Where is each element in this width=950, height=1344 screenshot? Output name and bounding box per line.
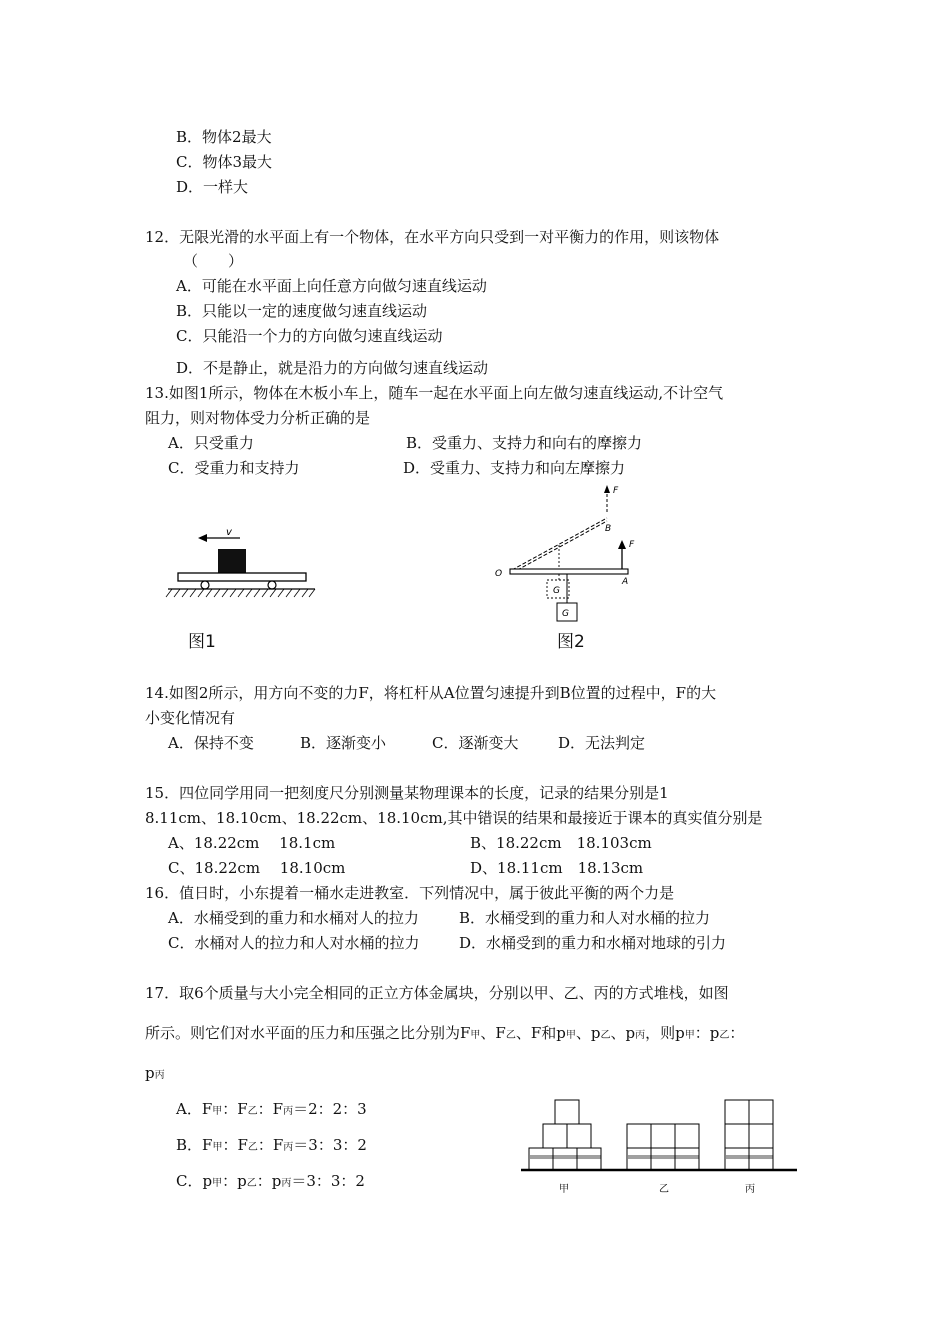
cube xyxy=(555,1100,579,1124)
q17-stem-part-b: 和p xyxy=(541,1024,566,1042)
cube xyxy=(749,1148,773,1170)
lever-position-B-lower xyxy=(512,521,607,573)
q16-option-d: D．水桶受到的重力和水桶对地球的引力 xyxy=(459,934,727,952)
q14-option-b: B．逐渐变小 xyxy=(300,734,387,752)
sub-bing: 丙 xyxy=(283,1142,294,1153)
figure-stacked-cubes xyxy=(515,1090,805,1200)
cube xyxy=(529,1148,553,1170)
sub-yi: 乙 xyxy=(247,1106,258,1117)
ground-hatching xyxy=(166,589,315,597)
q15-stem-line1: 15．四位同学用同一把刻度尺分别测量某物理课本的长度，记录的结果分别是1 xyxy=(145,784,669,802)
sub-yi: 乙 xyxy=(247,1142,258,1153)
q17-option-a-value: ＝2：2：3 xyxy=(293,1100,367,1118)
q14-stem-line1: 14.如图2所示，用方向不变的力F，将杠杆从A位置匀速提升到B位置的过程中，F的大 xyxy=(145,684,717,702)
q17-option-c: C．p甲：p乙：p丙＝3：3：2 xyxy=(176,1172,365,1190)
q17-option-c-value: ＝3：3：2 xyxy=(291,1172,365,1190)
q15-option-a: A、18.22cm 18.1cm xyxy=(168,834,336,852)
force-F-mid-arrowhead xyxy=(618,540,626,549)
q15-option-c: C、18.22cm 18.10cm xyxy=(168,859,346,877)
lever-position-B-upper xyxy=(512,518,607,570)
cube xyxy=(577,1148,601,1170)
q17-line3-p: p xyxy=(145,1064,155,1082)
cube xyxy=(675,1124,699,1148)
sub-jia: 甲 xyxy=(470,1030,481,1041)
q16-option-b: B．水桶受到的重力和人对水桶的拉力 xyxy=(459,909,711,927)
weight-solid-label: G xyxy=(562,609,569,619)
q12-option-d: D．不是静止，就是沿力的方向做匀速直线运动 xyxy=(176,359,489,377)
stack-yi xyxy=(627,1124,699,1170)
q17-stem-part-c: ，则p xyxy=(645,1024,685,1042)
sub-yi: 乙 xyxy=(246,1178,257,1189)
q13-option-c: C．受重力和支持力 xyxy=(168,459,300,477)
q14-stem-line2: 小变化情况有 xyxy=(145,709,236,727)
cube xyxy=(553,1148,577,1170)
q14-option-c: C．逐渐变大 xyxy=(432,734,519,752)
q11-option-b: B．物体2最大 xyxy=(176,128,272,146)
sub-bing: 丙 xyxy=(635,1030,646,1041)
force-F-top-label: F xyxy=(613,486,619,496)
label-bing: 丙 xyxy=(745,1184,755,1195)
point-A-label: A xyxy=(622,577,629,587)
q17-stem-part-a: 所示。则它们对水平面的压力和压强之比分别为F xyxy=(145,1024,471,1042)
velocity-arrowhead xyxy=(198,534,207,542)
sub-jia: 甲 xyxy=(212,1178,223,1189)
figure-2-caption: 图2 xyxy=(557,632,585,652)
q11-option-c: C．物体3最大 xyxy=(176,153,273,171)
q13-stem-line1: 13.如图1所示，物体在木板小车上，随车一起在水平面上向左做匀速直线运动,不计空气 xyxy=(145,384,724,402)
force-F-top-arrowhead xyxy=(604,485,610,493)
cube xyxy=(749,1124,773,1148)
q17-option-b: B．F甲：F乙：F丙＝3：3：2 xyxy=(176,1136,367,1154)
sub-yi: 乙 xyxy=(505,1030,516,1041)
q14-option-a: A．保持不变 xyxy=(168,734,254,752)
velocity-label: v xyxy=(226,527,232,538)
q17-stem-line2: 所示。则它们对水平面的压力和压强之比分别为F甲、F乙、F和p甲、p乙、p丙，则p甲：p乙： xyxy=(145,1024,745,1042)
force-F-mid-label: F xyxy=(629,540,635,550)
sub-yi: 乙 xyxy=(719,1030,730,1041)
cube xyxy=(651,1124,675,1148)
q15-option-b: B、18.22cm 18.103cm xyxy=(470,834,652,852)
q12-option-c: C．只能沿一个力的方向做匀速直线运动 xyxy=(176,327,443,345)
figure-2-lever xyxy=(492,480,652,630)
cube xyxy=(543,1124,567,1148)
label-yi: 乙 xyxy=(659,1184,669,1195)
q15-option-d: D、18.11cm 18.13cm xyxy=(470,859,644,877)
q17-stem-line3 xyxy=(145,1064,165,1085)
q16-option-a: A．水桶受到的重力和水桶对人的拉力 xyxy=(168,909,419,927)
cube xyxy=(675,1148,699,1170)
figure-1-caption: 图1 xyxy=(188,632,216,652)
q17-option-b-value: ＝3：3：2 xyxy=(293,1136,367,1154)
q12-blank: （ ） xyxy=(183,252,244,270)
cube xyxy=(725,1124,749,1148)
cube xyxy=(725,1100,749,1124)
sub-yi: 乙 xyxy=(600,1030,611,1041)
lever-bar xyxy=(510,569,628,574)
cart-wheel-right xyxy=(268,581,276,589)
q11-option-d: D．一样大 xyxy=(176,178,249,196)
q13-option-b: B．受重力、支持力和向右的摩擦力 xyxy=(406,434,643,452)
cube xyxy=(567,1124,591,1148)
cube xyxy=(725,1148,749,1170)
sub-jia: 甲 xyxy=(684,1030,695,1041)
label-jia: 甲 xyxy=(559,1184,569,1195)
cart-board xyxy=(178,573,306,581)
sub-bing: 丙 xyxy=(283,1106,294,1117)
sub-bing: 丙 xyxy=(154,1070,165,1081)
q16-stem: 16．值日时，小东提着一桶水走进教室．下列情况中，属于彼此平衡的两个力是 xyxy=(145,884,675,902)
q13-stem-line2: 阻力，则对物体受力分析正确的是 xyxy=(145,409,371,427)
sub-jia: 甲 xyxy=(565,1030,576,1041)
cube xyxy=(749,1100,773,1124)
point-B-label: B xyxy=(605,524,612,534)
q17-option-a: A．F甲：F乙：F丙＝2：2：3 xyxy=(176,1100,367,1118)
cube xyxy=(627,1124,651,1148)
sub-bing: 丙 xyxy=(281,1178,292,1189)
q12-stem: 12．无限光滑的水平面上有一个物体，在水平方向只受到一对平衡力的作用，则该物体 xyxy=(145,228,720,246)
sub-jia: 甲 xyxy=(212,1106,223,1117)
block xyxy=(218,549,246,573)
q12-option-a: A．可能在水平面上向任意方向做匀速直线运动 xyxy=(176,277,487,295)
cube xyxy=(651,1148,675,1170)
q14-option-d: D．无法判定 xyxy=(558,734,646,752)
sub-jia: 甲 xyxy=(212,1142,223,1153)
q17-stem-line1: 17．取6个质量与大小完全相同的正立方体金属块，分别以甲、乙、丙的方式堆栈，如图 xyxy=(145,984,729,1002)
cart-wheel-left xyxy=(201,581,209,589)
cube xyxy=(627,1148,651,1170)
figure-1-cart xyxy=(160,525,320,610)
q13-option-d: D．受重力、支持力和向左摩擦力 xyxy=(403,459,626,477)
pivot-O-label: O xyxy=(495,569,503,579)
q15-stem-line2: 8.11cm、18.10cm、18.22cm、18.10cm,其中错误的结果和最接近于课本的真实值分别是 xyxy=(145,809,763,827)
q12-option-b: B．只能以一定的速度做匀速直线运动 xyxy=(176,302,428,320)
weight-dashed-label: G xyxy=(553,586,560,596)
q13-option-a: A．只受重力 xyxy=(168,434,254,452)
stack-jia xyxy=(529,1100,601,1170)
stack-bing xyxy=(725,1100,773,1170)
q16-option-c: C．水桶对人的拉力和人对水桶的拉力 xyxy=(168,934,420,952)
